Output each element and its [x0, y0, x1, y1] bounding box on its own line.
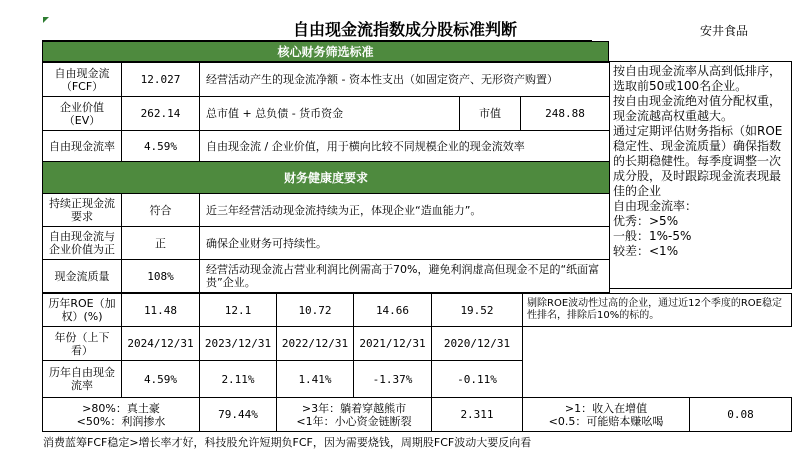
- bottom-revenue-value: 0.08: [689, 397, 792, 432]
- roe-value-2022: 10.72: [276, 293, 354, 327]
- bottom-years-value: 2.311: [431, 397, 523, 432]
- year-2022: 2022/12/31: [276, 326, 354, 361]
- desc-both-positive: 确保企业财务可持续性。: [199, 226, 610, 260]
- note-rate-heading: 自由现金流率：: [613, 199, 698, 213]
- note-sort-rule: 按自由现金流率从高到低排序，选取前50或100名企业。: [613, 64, 782, 93]
- label-hist-fcf-rate: 历年自由现金流率: [42, 360, 122, 398]
- label-market-cap: 市值: [459, 96, 521, 131]
- hist-rate-2024: 4.59%: [121, 360, 200, 398]
- year-2024: 2024/12/31: [121, 326, 200, 361]
- label-year: 年份（上下看）: [42, 326, 122, 361]
- desc-fcf-rate: 自由现金流 / 企业价值，用于横向比较不同规模企业的现金流效率: [199, 130, 610, 162]
- bottom-revenue-low: <0.5：可能赔本赚吆喝: [548, 414, 664, 428]
- value-market-cap: 248.88: [520, 96, 610, 131]
- label-ev: 企业价值（EV）: [42, 96, 122, 131]
- bottom-years-high: >3年：躺着穿越熊市: [301, 401, 407, 415]
- note-rate-average: 一般：1%-5%: [613, 229, 692, 243]
- bottom-revenue-thresholds: [522, 397, 690, 432]
- hist-rate-2023: 2.11%: [199, 360, 277, 398]
- hist-rate-2020: -0.11%: [431, 360, 523, 398]
- hist-rate-2022: 1.41%: [276, 360, 354, 398]
- bottom-years-low: <1年：小心资金链断裂: [296, 414, 412, 428]
- hist-rate-2021: -1.37%: [353, 360, 432, 398]
- footer-note: 消费蓝筹FCF稳定>增长率才好，科技股允许短期负FCF，因为需要烧钱，周期股FCF波动大要反向看: [43, 436, 532, 449]
- value-fcf-rate: 4.59%: [121, 130, 200, 162]
- label-cashflow-quality: 现金流质量: [42, 259, 122, 293]
- note-rebalance-rule: 通过定期评估财务指标（如ROE稳定性、现金流质量）确保指数的长期稳健性。每季度调整一次成分股，及时跟踪现金流表现最佳的企业: [613, 124, 783, 198]
- bottom-quality-low: <50%：利润掺水: [76, 414, 166, 428]
- roe-value-2021: 14.66: [353, 293, 432, 327]
- bottom-revenue-high: >1：收入在增值: [564, 401, 648, 415]
- desc-cashflow-quality: 经营活动现金流占营业利润比例需高于70%，避免利润虚高但现金不足的“纸面富贵”企业。: [199, 259, 610, 293]
- note-rate-excellent: 优秀：>5%: [613, 214, 679, 228]
- roe-value-2020: 19.52: [431, 293, 523, 327]
- bottom-years-thresholds: [276, 397, 432, 432]
- year-2020: 2020/12/31: [431, 326, 523, 361]
- right-notes-panel: [609, 61, 792, 289]
- label-fcf: 自由现金流（FCF）: [42, 62, 122, 97]
- value-ev: 262.14: [121, 96, 200, 131]
- section-header-core: 核心财务筛选标准: [42, 41, 609, 62]
- roe-note: 剔除ROE波动性过高的企业，通过近12个季度的ROE稳定性排名，排除后10%的标的。: [522, 293, 792, 327]
- page-title: 自由现金流指数成分股标准判断: [292, 20, 517, 39]
- bottom-quality-value: 79.44%: [199, 397, 277, 432]
- label-positive-cashflow: 持续正现金流要求: [42, 193, 122, 227]
- label-roe: 历年ROE（加权）(%): [42, 293, 122, 327]
- desc-ev: 总市值 + 总负债 - 货币资金: [199, 96, 460, 131]
- value-cashflow-quality: 108%: [121, 259, 200, 293]
- value-positive-cashflow: 符合: [121, 193, 200, 227]
- desc-positive-cashflow: 近三年经营活动现金流持续为正，体现企业“造血能力”。: [199, 193, 610, 227]
- company-name: 安井食品: [700, 24, 749, 38]
- roe-value-2023: 12.1: [199, 293, 277, 327]
- note-rate-poor: 较差：<1%: [613, 244, 679, 258]
- label-fcf-rate: 自由现金流率: [42, 130, 122, 162]
- value-fcf: 12.027: [121, 62, 200, 97]
- value-both-positive: 正: [121, 226, 200, 260]
- section-header-health: 财务健康度要求: [42, 161, 610, 194]
- label-both-positive: 自由现金流与企业价值为正: [42, 226, 122, 260]
- desc-fcf: 经营活动产生的现金流净额 - 资本性支出（如固定资产、无形资产购置）: [199, 62, 610, 97]
- year-2023: 2023/12/31: [199, 326, 277, 361]
- note-weight-rule: 按自由现金流绝对值分配权重，现金流越高权重越大。: [613, 94, 782, 123]
- year-2021: 2021/12/31: [353, 326, 432, 361]
- roe-value-2024: 11.48: [121, 293, 200, 327]
- bottom-quality-thresholds: [42, 397, 200, 432]
- corner-marker: [43, 17, 49, 23]
- bottom-quality-high: >80%：真土豪: [82, 401, 160, 415]
